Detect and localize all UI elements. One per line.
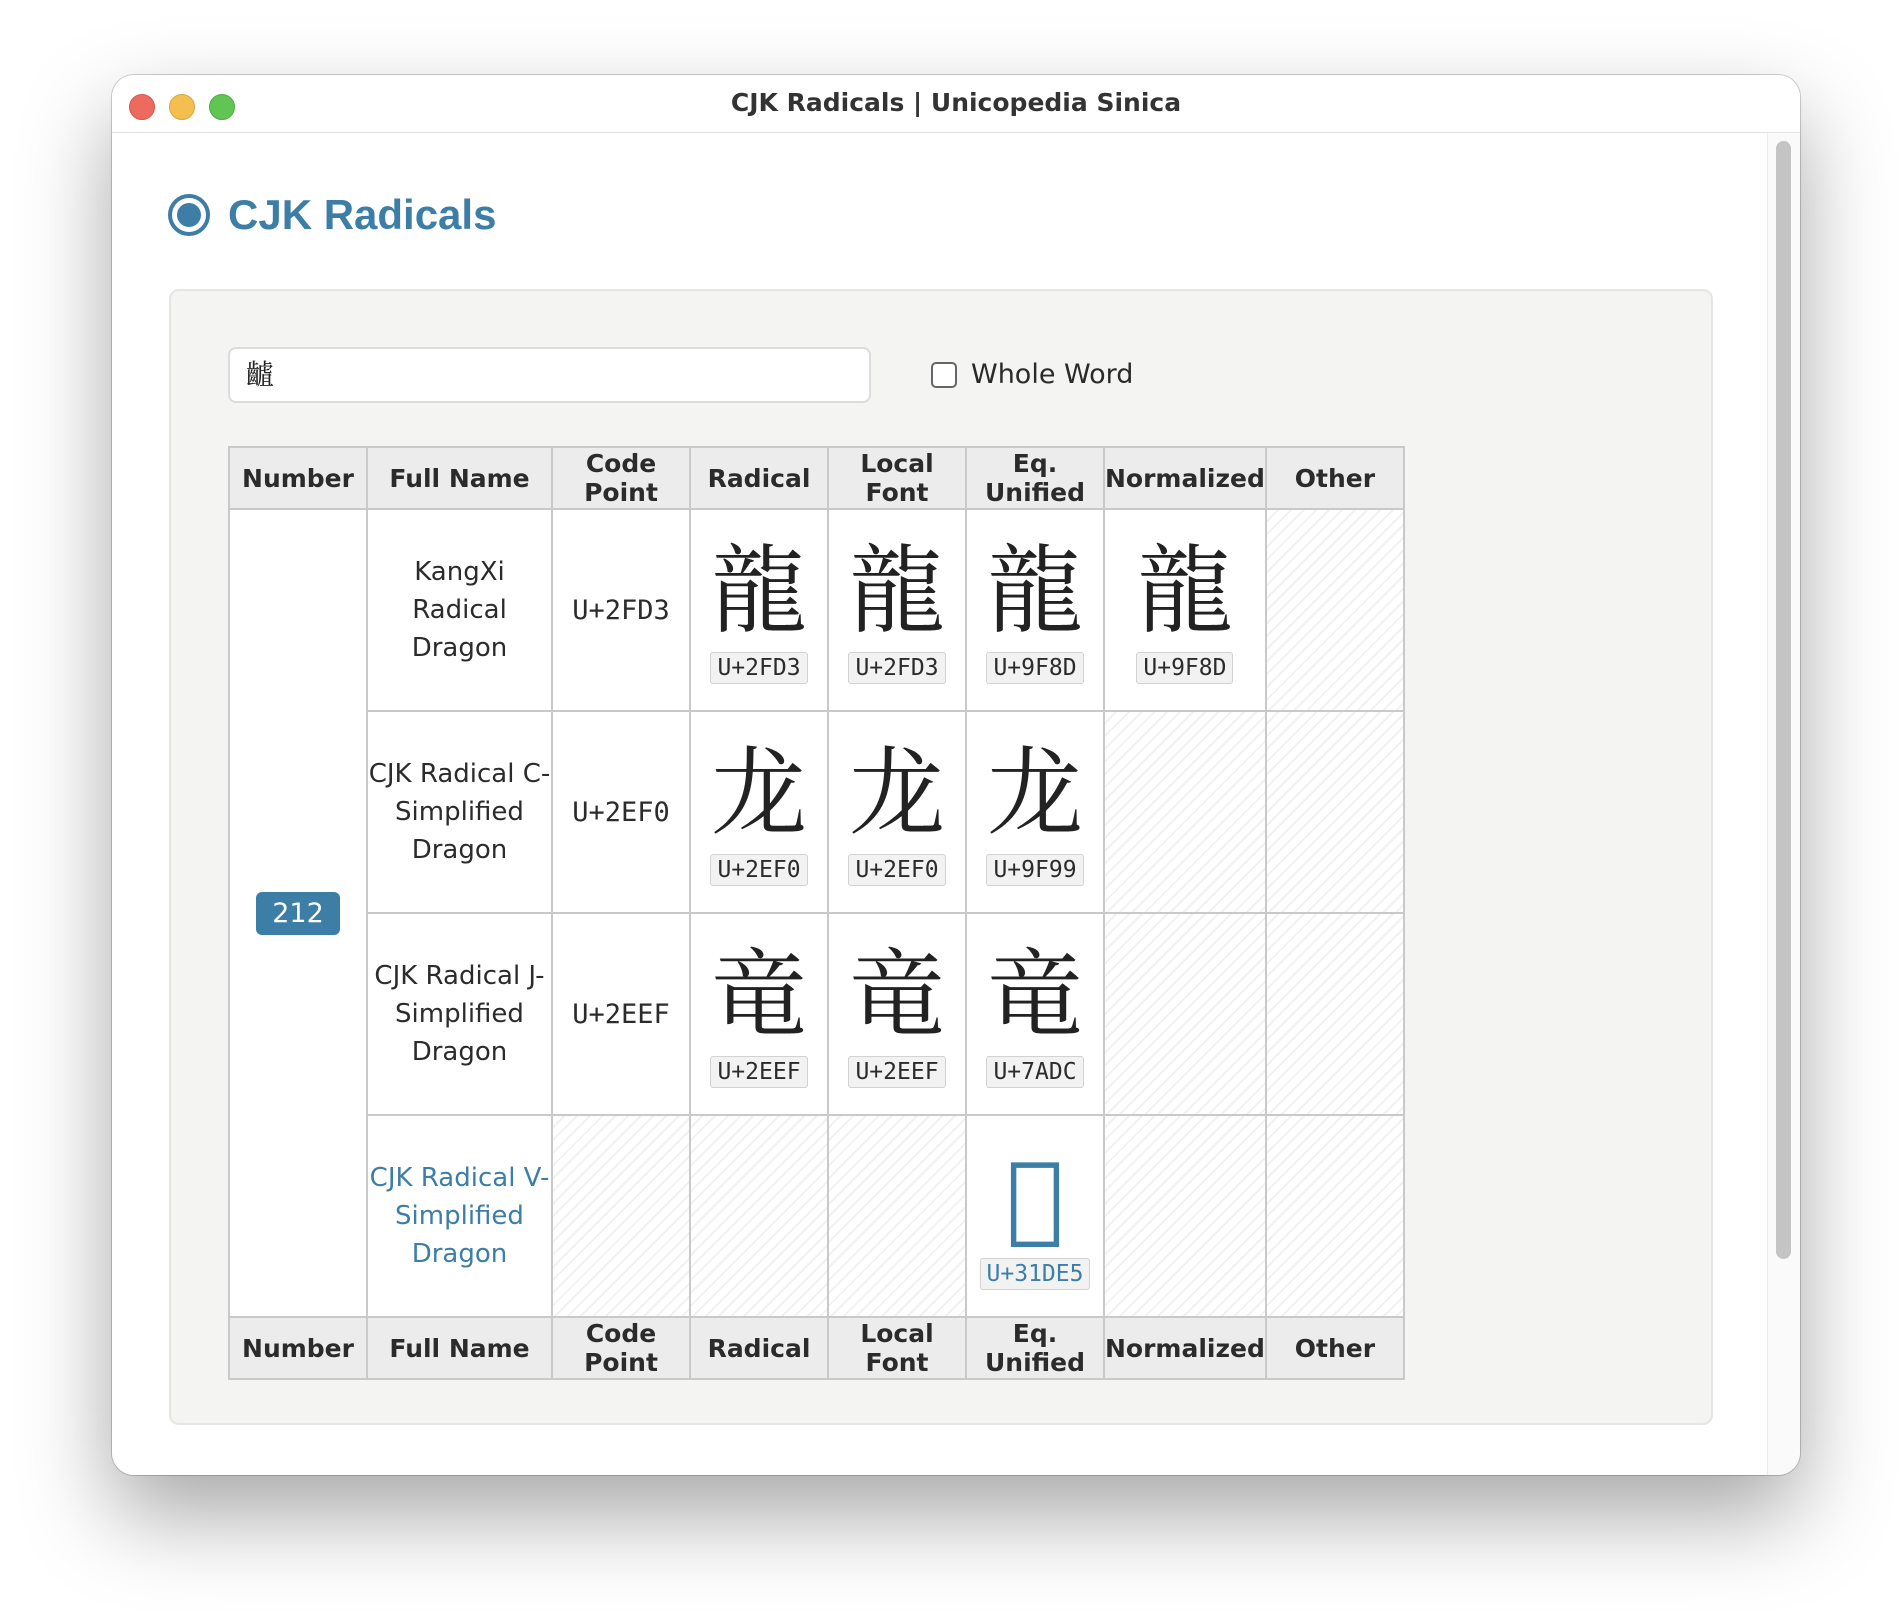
code-point: U+2EF0 [572,796,670,828]
other-cell-empty [1266,1115,1404,1317]
code-point: U+2FD3 [572,594,670,626]
footer-radical: Radical [690,1317,828,1379]
code-point-cell [552,509,690,711]
eq-unified-cell [966,711,1104,913]
page-heading [168,185,496,245]
table-row [229,509,1404,711]
full-name-cell [367,509,552,711]
radical-cell-empty [690,1115,828,1317]
code-point-cell-empty [552,1115,690,1317]
normalized-code-tag: U+9F8D [1136,652,1233,684]
header-number: Number [229,447,367,509]
local-font-cell [828,711,966,913]
code-point-cell [552,913,690,1115]
scrollbar-thumb[interactable] [1776,141,1791,1259]
table-row-match [229,1115,1404,1317]
eq-unified-glyph: 竜 [987,939,1083,1051]
vertical-scrollbar[interactable] [1767,133,1800,1475]
radical-cell [690,711,828,913]
full-name-cell [367,1115,552,1317]
header-local-font: Local Font [828,447,966,509]
normalized-cell [1104,509,1266,711]
full-name: CJK Radical J-Simplified Dragon [374,961,545,1067]
header-other: Other [1266,447,1404,509]
header-normalized: Normalized [1104,447,1266,509]
full-name-match: CJK Radical V-Simplified Dragon [369,1163,550,1269]
header-code-point: Code Point [552,447,690,509]
eq-unified-glyph: 龙 [987,737,1083,849]
page-title: CJK Radicals [228,191,497,238]
radical-code-tag: U+2EF0 [710,854,807,886]
radical-cell [690,913,828,1115]
table-row [229,711,1404,913]
local-font-glyph: ⿓ [849,535,945,647]
local-font-glyph: ⻯ [849,939,945,1051]
window-title: CJK Radicals | Unicopedia Sinica [730,88,1182,117]
footer-normalized: Normalized [1104,1317,1266,1379]
title-bar [112,75,1800,133]
app-window [112,75,1800,1475]
footer-number: Number [229,1317,367,1379]
footer-code-point: Code Point [552,1317,690,1379]
header-eq-unified: Eq. Unified [966,447,1104,509]
eq-unified-cell [966,913,1104,1115]
other-cell-empty [1266,913,1404,1115]
radical-code-tag: U+2EEF [710,1056,807,1088]
search-input[interactable]: 䶥 [228,347,871,403]
footer-eq-unified: Eq. Unified [966,1317,1104,1379]
eq-unified-glyph-match: 𱷥 [1006,1141,1064,1253]
radical-code-tag: U+2FD3 [710,652,807,684]
eq-unified-code-tag: U+9F99 [986,854,1083,886]
whole-word-checkbox[interactable] [931,362,957,388]
local-font-cell [828,509,966,711]
eq-unified-code-tag: U+7ADC [986,1056,1083,1088]
header-radical: Radical [690,447,828,509]
eq-unified-code-tag: U+9F8D [986,652,1083,684]
footer-full-name: Full Name [367,1317,552,1379]
other-cell-empty [1266,711,1404,913]
radicals-table [228,446,1405,1380]
table-header-row [229,447,1404,509]
other-cell-empty [1266,509,1404,711]
normalized-cell-empty [1104,913,1266,1115]
code-point: U+2EEF [572,998,670,1030]
local-font-cell [828,913,966,1115]
eq-unified-code-tag-match: U+31DE5 [980,1258,1091,1290]
local-font-code-tag: U+2EF0 [848,854,945,886]
footer-other: Other [1266,1317,1404,1379]
table-row [229,913,1404,1115]
code-point-cell [552,711,690,913]
full-name: KangXi Radical Dragon [411,557,508,663]
local-font-code-tag: U+2FD3 [848,652,945,684]
normalized-cell-empty [1104,711,1266,913]
radical-glyph: ⿓ [711,535,807,647]
number-cell [229,509,367,1317]
eq-unified-cell [966,509,1104,711]
eq-unified-cell [966,1115,1104,1317]
normalized-cell-empty [1104,1115,1266,1317]
local-font-code-tag: U+2EEF [848,1056,945,1088]
normalized-glyph: 龍 [1136,535,1233,647]
footer-local-font: Local Font [828,1317,966,1379]
full-name-cell [367,913,552,1115]
local-font-glyph: ⻰ [849,737,945,849]
table-footer-row [229,1317,1404,1379]
radio-circle-icon [168,194,210,236]
eq-unified-glyph: 龍 [987,535,1083,647]
full-name-cell [367,711,552,913]
whole-word-option[interactable] [931,359,1133,390]
search-panel [169,289,1713,1425]
radical-number-badge[interactable]: 212 [256,892,340,935]
full-name: CJK Radical C-Simplified Dragon [368,759,551,865]
radical-glyph: ⻯ [711,939,807,1051]
radical-cell [690,509,828,711]
page-content [112,133,1768,1475]
header-full-name: Full Name [367,447,552,509]
radical-glyph: ⻰ [711,737,807,849]
local-font-cell-empty [828,1115,966,1317]
whole-word-label: Whole Word [971,359,1134,390]
